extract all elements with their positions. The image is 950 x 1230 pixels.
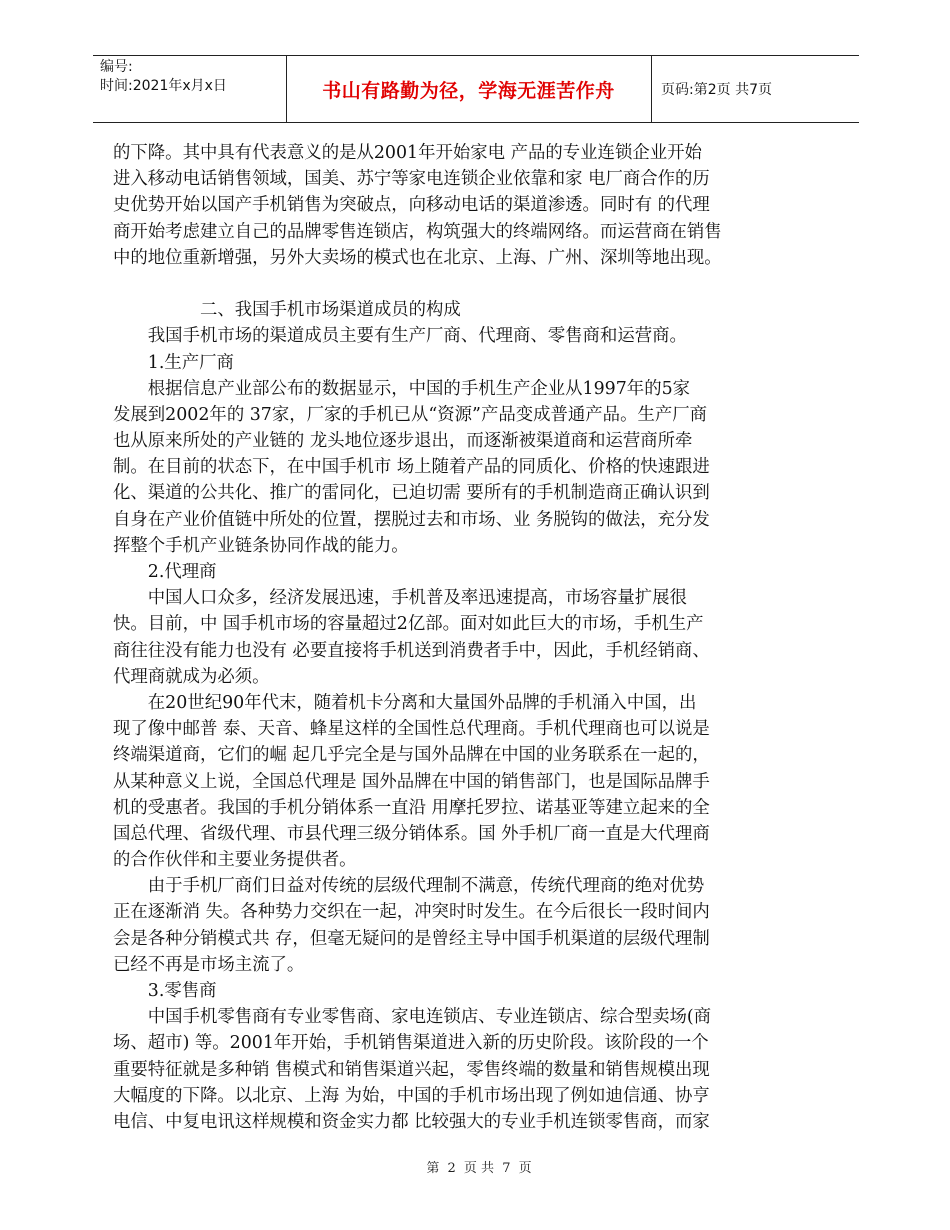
text-line: 制。在目前的状态下，在中国手机市 场上随着产品的同质化、价格的快速跟进 bbox=[113, 457, 710, 478]
text-line: 重要特征就是多种销 售模式和销售渠道兴起，零售终端的数量和销售规模出现 bbox=[113, 1059, 710, 1080]
page-footer bbox=[0, 1157, 950, 1176]
text-line: 中国人口众多，经济发展迅速，手机普及率迅速提高，市场容量扩展很 bbox=[113, 588, 687, 609]
subsection-heading: 3.零售商 bbox=[113, 981, 217, 1001]
text-line: 已经不再是市场主流了。 bbox=[113, 954, 305, 975]
text-line: 代理商就成为必须。 bbox=[113, 666, 270, 687]
text-line: 我国手机市场的渠道成员主要有生产厂商、代理商、零售商和运营商。 bbox=[113, 326, 687, 347]
blank-line bbox=[113, 271, 773, 297]
text-line: 根据信息产业部公布的数据显示，中国的手机生产企业从1997年的5家 bbox=[113, 378, 691, 399]
text-line: 进入移动电话销售领域，国美、苏宁等家电连锁企业依靠和家 电厂商合作的历 bbox=[113, 169, 710, 190]
footer-page-label: 第 bbox=[426, 1161, 440, 1176]
text-line: 在20世纪90年代末，随着机卡分离和大量国外品牌的手机涌入中国，出 bbox=[113, 692, 697, 713]
text-line: 挥整个手机产业链条协同作战的能力。 bbox=[113, 535, 409, 556]
subsection-heading: 1.生产厂商 bbox=[113, 352, 234, 373]
footer-page-total: 7 bbox=[502, 1161, 511, 1176]
text-line: 商开始考虑建立自己的品牌零售连锁店，构筑强大的终端网络。而运营商在销售 bbox=[113, 221, 722, 242]
text-line: 化、渠道的公共化、推广的雷同化，已迫切需 要所有的手机制造商正确认识到 bbox=[113, 483, 710, 504]
text-line: 中的地位重新增强，另外大卖场的模式也在北京、上海、广州、深圳等地出现。 bbox=[113, 247, 722, 268]
text-line: 大幅度的下降。以北京、上海 为始，中国的手机市场出现了例如迪信通、协亨 bbox=[113, 1085, 710, 1106]
text-line: 自身在产业价值链中所处的位置，摆脱过去和市场、业 务脱钩的做法，充分发 bbox=[113, 509, 710, 530]
document-number-label: 编号: bbox=[100, 59, 133, 75]
text-line: 的下降。其中具有代表意义的是从2001年开始家电 产品的专业连锁企业开始 bbox=[113, 143, 702, 163]
footer-page-end: 页 bbox=[518, 1161, 532, 1176]
page-header bbox=[93, 55, 859, 123]
text-line: 由于手机厂商们日益对传统的层级代理制不满意，传统代理商的绝对优势 bbox=[113, 876, 705, 897]
text-line: 国总代理、省级代理、市县代理三级分销体系。国 外手机厂商一直是大代理商 bbox=[113, 823, 710, 844]
text-line: 史优势开始以国产手机销售为突破点，向移动电话的渠道渗透。同时有 的代理 bbox=[113, 195, 710, 216]
text-line: 从某种意义上说，全国总代理是 国外品牌在中国的销售部门，也是国际品牌手 bbox=[113, 771, 710, 792]
text-line: 快。目前，中 国手机市场的容量超过2亿部。面对如此巨大的市场，手机生产 bbox=[113, 614, 704, 635]
text-line: 会是各种分销模式共 存，但毫无疑问的是曾经主导中国手机渠道的层级代理制 bbox=[113, 928, 710, 949]
text-line: 商往往没有能力也没有 必要直接将手机送到消费者手中，因此，手机经销商、 bbox=[113, 640, 710, 661]
text-line: 机的受惠者。我国的手机分销体系一直沿 用摩托罗拉、诺基亚等建立起来的全 bbox=[113, 797, 710, 818]
document-time-label: 时间:2021年x月x日 bbox=[100, 78, 227, 94]
footer-page-mid: 页 共 bbox=[463, 1161, 495, 1176]
text-line: 终端渠道商，它们的崛 起几乎完全是与国外品牌在中国的业务联系在一起的， bbox=[113, 745, 710, 766]
header-motto: 书山有路勤为径，学海无涯苦作舟 bbox=[322, 79, 615, 102]
document-body bbox=[113, 140, 773, 1135]
footer-page-number: 2 bbox=[447, 1161, 456, 1176]
text-line: 中国手机零售商有专业零售商、家电连锁店、专业连锁店、综合型卖场(商 bbox=[113, 1007, 712, 1028]
text-line: 场、超市) 等。2001年开始，手机销售渠道进入新的历史阶段。该阶段的一个 bbox=[113, 1033, 709, 1054]
section-heading: 二、我国手机市场渠道成员的构成 bbox=[113, 300, 461, 321]
text-line: 发展到2002年的 37家，厂家的手机已从“资源”产品变成普通产品。生产厂商 bbox=[113, 404, 708, 425]
header-page-info: 页码:第2页 共7页 bbox=[661, 82, 772, 98]
text-line: 正在逐渐消 失。各种势力交织在一起，冲突时时发生。在今后很长一段时间内 bbox=[113, 902, 710, 923]
subsection-heading: 2.代理商 bbox=[113, 562, 217, 582]
header-meta bbox=[100, 58, 227, 96]
text-line: 电信、中复电讯这样规模和资金实力都 比较强大的专业手机连锁零售商，而家 bbox=[113, 1111, 710, 1132]
text-line: 的合作伙伴和主要业务提供者。 bbox=[113, 850, 357, 871]
header-divider bbox=[651, 56, 652, 122]
text-line: 也从原来所处的产业链的 龙头地位逐步退出，而逐渐被渠道商和运营商所牵 bbox=[113, 431, 693, 452]
text-line: 现了像中邮普 泰、天音、蜂星这样的全国性总代理商。手机代理商也可以说是 bbox=[113, 719, 710, 740]
